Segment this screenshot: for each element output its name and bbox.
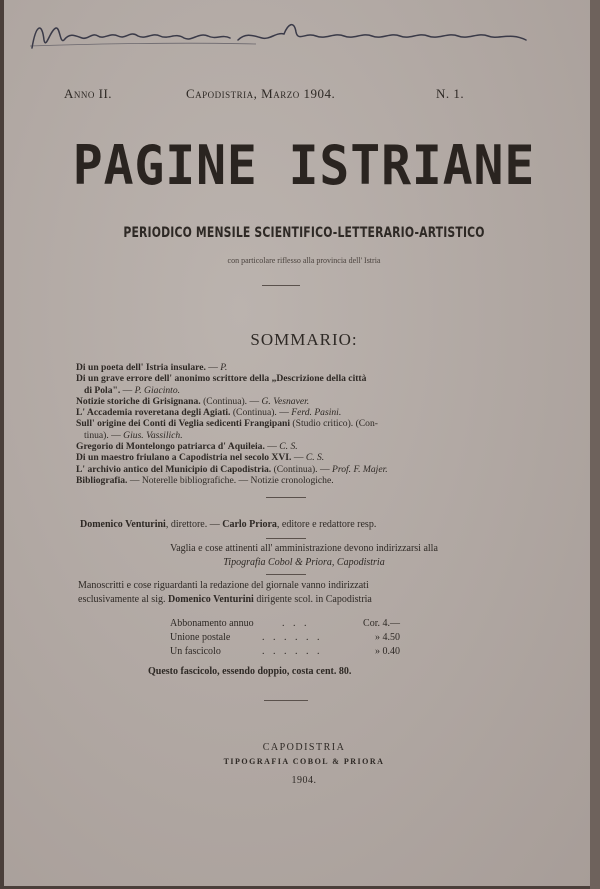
toc-entry-title: Di un maestro friulano a Capodistria nel secolo XVI. xyxy=(76,452,292,464)
imprint-printer: TIPOGRAFIA COBOL & PRIORA xyxy=(223,757,385,766)
toc-entry-author: Prof. F. Majer. xyxy=(331,463,388,475)
toc-entry-title: Sull' origine dei Conti di Veglia sedicenti Frangipani xyxy=(76,418,291,430)
toc-entry-detail: (Continua). — xyxy=(230,407,292,419)
toc-entry xyxy=(76,452,546,463)
price-dots: . . . . . . xyxy=(262,646,323,657)
toc-entry-detail: (Continua). — xyxy=(200,395,262,407)
page-edge xyxy=(590,0,600,889)
editor-name: Carlo Priora xyxy=(222,519,277,530)
masthead-tagline: con particolare riflesso alla provincia dell' Istria xyxy=(227,256,381,265)
toc-entry-title: L' archivio antico del Municipio di Capodistria. xyxy=(76,463,272,475)
volume-label: Anno II. xyxy=(64,86,113,101)
price-label: Abbonamento annuo xyxy=(170,618,254,629)
toc-entry-detail: — xyxy=(205,362,221,373)
toc-entry xyxy=(76,373,546,384)
toc-entry-title: L' Accademia roveretana degli Agiati. xyxy=(76,407,231,419)
editor-role: , editore e redattore resp. xyxy=(276,519,377,530)
toc-entry-author: P. xyxy=(220,362,228,373)
masthead-title: PAGINE ISTRIANE xyxy=(72,134,536,197)
imprint-year: 1904. xyxy=(291,775,317,786)
toc-entry-title: Di un poeta dell' Istria insulare. xyxy=(76,362,206,373)
journal-cover xyxy=(4,0,594,886)
toc-entry xyxy=(76,385,546,396)
toc-entry-title: Gregorio di Montelongo patriarca d' Aquileia. xyxy=(76,441,265,453)
toc-entry-detail: (Studio critico). (Con- xyxy=(290,418,378,430)
price-dots: . . . . . . xyxy=(262,632,323,643)
admin-note-line2: Tipografia Cobol & Priora, Capodistria xyxy=(223,557,385,568)
toc-entry-detail: (Continua). — xyxy=(271,463,332,475)
price-row xyxy=(170,646,400,658)
toc-entry-title: Bibliografia. xyxy=(76,474,128,486)
toc-entry-author: G. Vesnaver. xyxy=(261,395,310,407)
toc-entry-detail: — xyxy=(264,441,280,453)
director-name: Domenico Venturini xyxy=(80,519,166,530)
toc-entry xyxy=(76,396,546,407)
price-value: » 4.50 xyxy=(375,632,400,643)
imprint-city: CAPODISTRIA xyxy=(262,742,346,753)
toc-entry-title: Notizie storiche di Grisignana. xyxy=(76,395,201,407)
divider-rule xyxy=(264,700,308,701)
toc-entry xyxy=(76,418,546,429)
toc-entry xyxy=(76,362,546,373)
divider-rule xyxy=(266,574,306,575)
manuscripts-note-name: Domenico Venturini xyxy=(167,594,254,605)
price-row xyxy=(170,618,400,630)
table-of-contents xyxy=(76,362,546,486)
issue-number: N. 1. xyxy=(436,86,465,101)
staff-line xyxy=(80,519,376,530)
toc-entry xyxy=(76,407,546,418)
price-value: » 0.40 xyxy=(375,646,400,657)
toc-entry-author: C. S. xyxy=(305,452,325,464)
masthead-subtitle: PERIODICO MENSILE SCIENTIFICO-LETTERARIO-ARTISTICO xyxy=(123,225,485,241)
handwritten-signature xyxy=(26,10,536,60)
manuscripts-note-line1: Manoscritti e cose riguardanti la redazione del giornale vanno indirizzati xyxy=(78,580,369,591)
price-dots: . . . xyxy=(282,618,310,629)
price-label: Un fascicolo xyxy=(170,646,221,657)
toc-entry xyxy=(76,464,546,475)
manuscripts-note-suffix: dirigente scol. in Capodistria xyxy=(253,594,372,605)
toc-entry-author: Ferd. Pasini. xyxy=(291,407,342,419)
toc-entry-title: Di un grave errore dell' anonimo scrittore della „Descrizione della città xyxy=(76,373,367,385)
divider-rule xyxy=(266,538,306,539)
price-label: Unione postale xyxy=(170,632,231,643)
toc-entry xyxy=(76,441,546,452)
admin-note-line1: Vaglia e cose attinenti all' amministrazione devono indirizzarsi alla xyxy=(170,543,438,554)
toc-entry-author: Gius. Vassilich. xyxy=(123,429,183,441)
divider-rule xyxy=(266,497,306,498)
toc-entry xyxy=(76,430,546,441)
divider-rule xyxy=(262,285,300,286)
contents-heading: SOMMARIO: xyxy=(250,330,358,349)
toc-entry-detail: tinua). — xyxy=(84,429,124,441)
toc-entry-author: P. Giacinto. xyxy=(134,384,181,396)
toc-entry-detail: — xyxy=(291,452,306,464)
toc-entry-detail: — Noterelle bibliografiche. — Notizie cronologiche. xyxy=(127,474,334,486)
director-role: , direttore. — xyxy=(165,519,223,530)
toc-entry-detail: — xyxy=(120,384,135,396)
manuscripts-note-line2 xyxy=(78,594,372,605)
toc-entry xyxy=(76,475,546,486)
price-value: Cor. 4.— xyxy=(363,618,400,629)
date-line: Capodistria, Marzo 1904. xyxy=(186,86,336,101)
toc-entry-author: C. S. xyxy=(279,441,298,453)
manuscripts-note-prefix: esclusivamente al sig. xyxy=(78,594,168,605)
toc-entry-title: di Pola". xyxy=(84,384,121,396)
issue-price-note: Questo fascicolo, essendo doppio, costa cent. 80. xyxy=(148,666,352,677)
price-row xyxy=(170,632,400,644)
